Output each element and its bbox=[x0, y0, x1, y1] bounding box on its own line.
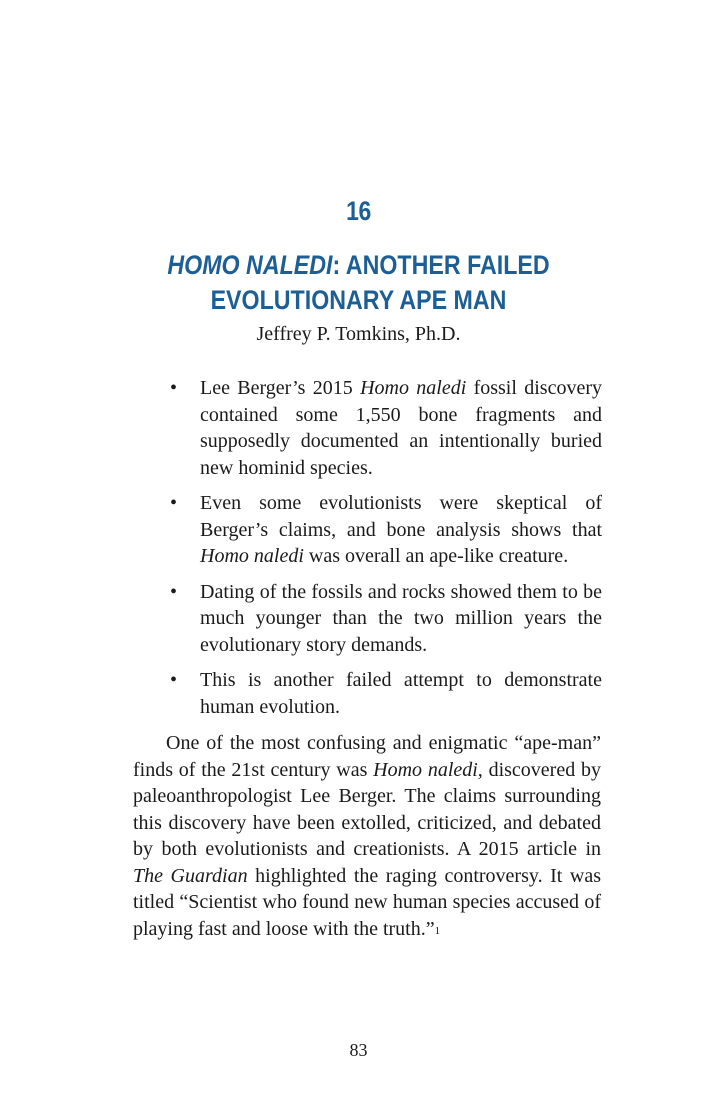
bullet-text: fossil discovery contained some 1,550 bone fragments and supposedly documented an intentionally buried new hominid species. bbox=[200, 377, 602, 479]
chapter-title-italic: HOMO NALEDI bbox=[167, 250, 333, 280]
bullet-item bbox=[167, 490, 602, 570]
bullet-text: Dating of the fossils and rocks showed them to be much younger than the two million years the evolutionary story demands. bbox=[200, 580, 602, 656]
chapter-number: 16 bbox=[346, 196, 371, 226]
body-paragraph bbox=[133, 730, 601, 942]
chapter-title-rest: : ANOTHER FAILED bbox=[332, 250, 550, 280]
bullet-icon: • bbox=[170, 377, 178, 399]
bullet-icon: • bbox=[170, 669, 178, 691]
bullet-italic: Homo naledi bbox=[360, 377, 467, 399]
bullet-item bbox=[167, 579, 602, 659]
bullet-icon: • bbox=[170, 580, 178, 603]
chapter-title bbox=[0, 248, 717, 318]
bullet-item bbox=[167, 667, 602, 720]
page-number: 83 bbox=[349, 1040, 368, 1060]
bullet-item bbox=[167, 375, 602, 481]
body-italic: The Guardian bbox=[133, 864, 248, 887]
bullet-text: This is another failed attempt to demonstrate human evolution. bbox=[200, 669, 602, 718]
footnote-marker[interactable]: 1 bbox=[434, 924, 441, 937]
summary-bullet-list bbox=[167, 375, 602, 729]
body-text: highlighted the raging controversy. It was titled “Scientist who found new human species accused of playing fast and loose with the truth.” bbox=[133, 864, 601, 940]
bullet-icon: • bbox=[170, 492, 178, 514]
body-text: One of the most confusing and enigmatic “ape-man” finds of the 21st century was bbox=[133, 732, 601, 781]
body-italic: Homo naledi, bbox=[373, 758, 483, 781]
bullet-text: Lee Berger’s 2015 bbox=[200, 377, 361, 399]
bullet-italic: Homo naledi bbox=[200, 545, 304, 567]
chapter-title-line-2: EVOLUTIONARY APE MAN bbox=[210, 285, 507, 315]
body-text: discovered by paleoanthropologist Lee Berger. The claims surrounding this discovery have been extolled, criticized, and debated by both evolutionists and creationists. A 2015 article in bbox=[133, 758, 601, 860]
author-byline: Jeffrey P. Tomkins, Ph.D. bbox=[256, 323, 461, 345]
bullet-text: was overall an ape-like creature. bbox=[303, 545, 569, 567]
bullet-text: Even some evolutionists were skeptical of Berger’s claims, and bone analysis shows that bbox=[200, 492, 602, 541]
chapter-title-line-1 bbox=[50, 248, 667, 283]
